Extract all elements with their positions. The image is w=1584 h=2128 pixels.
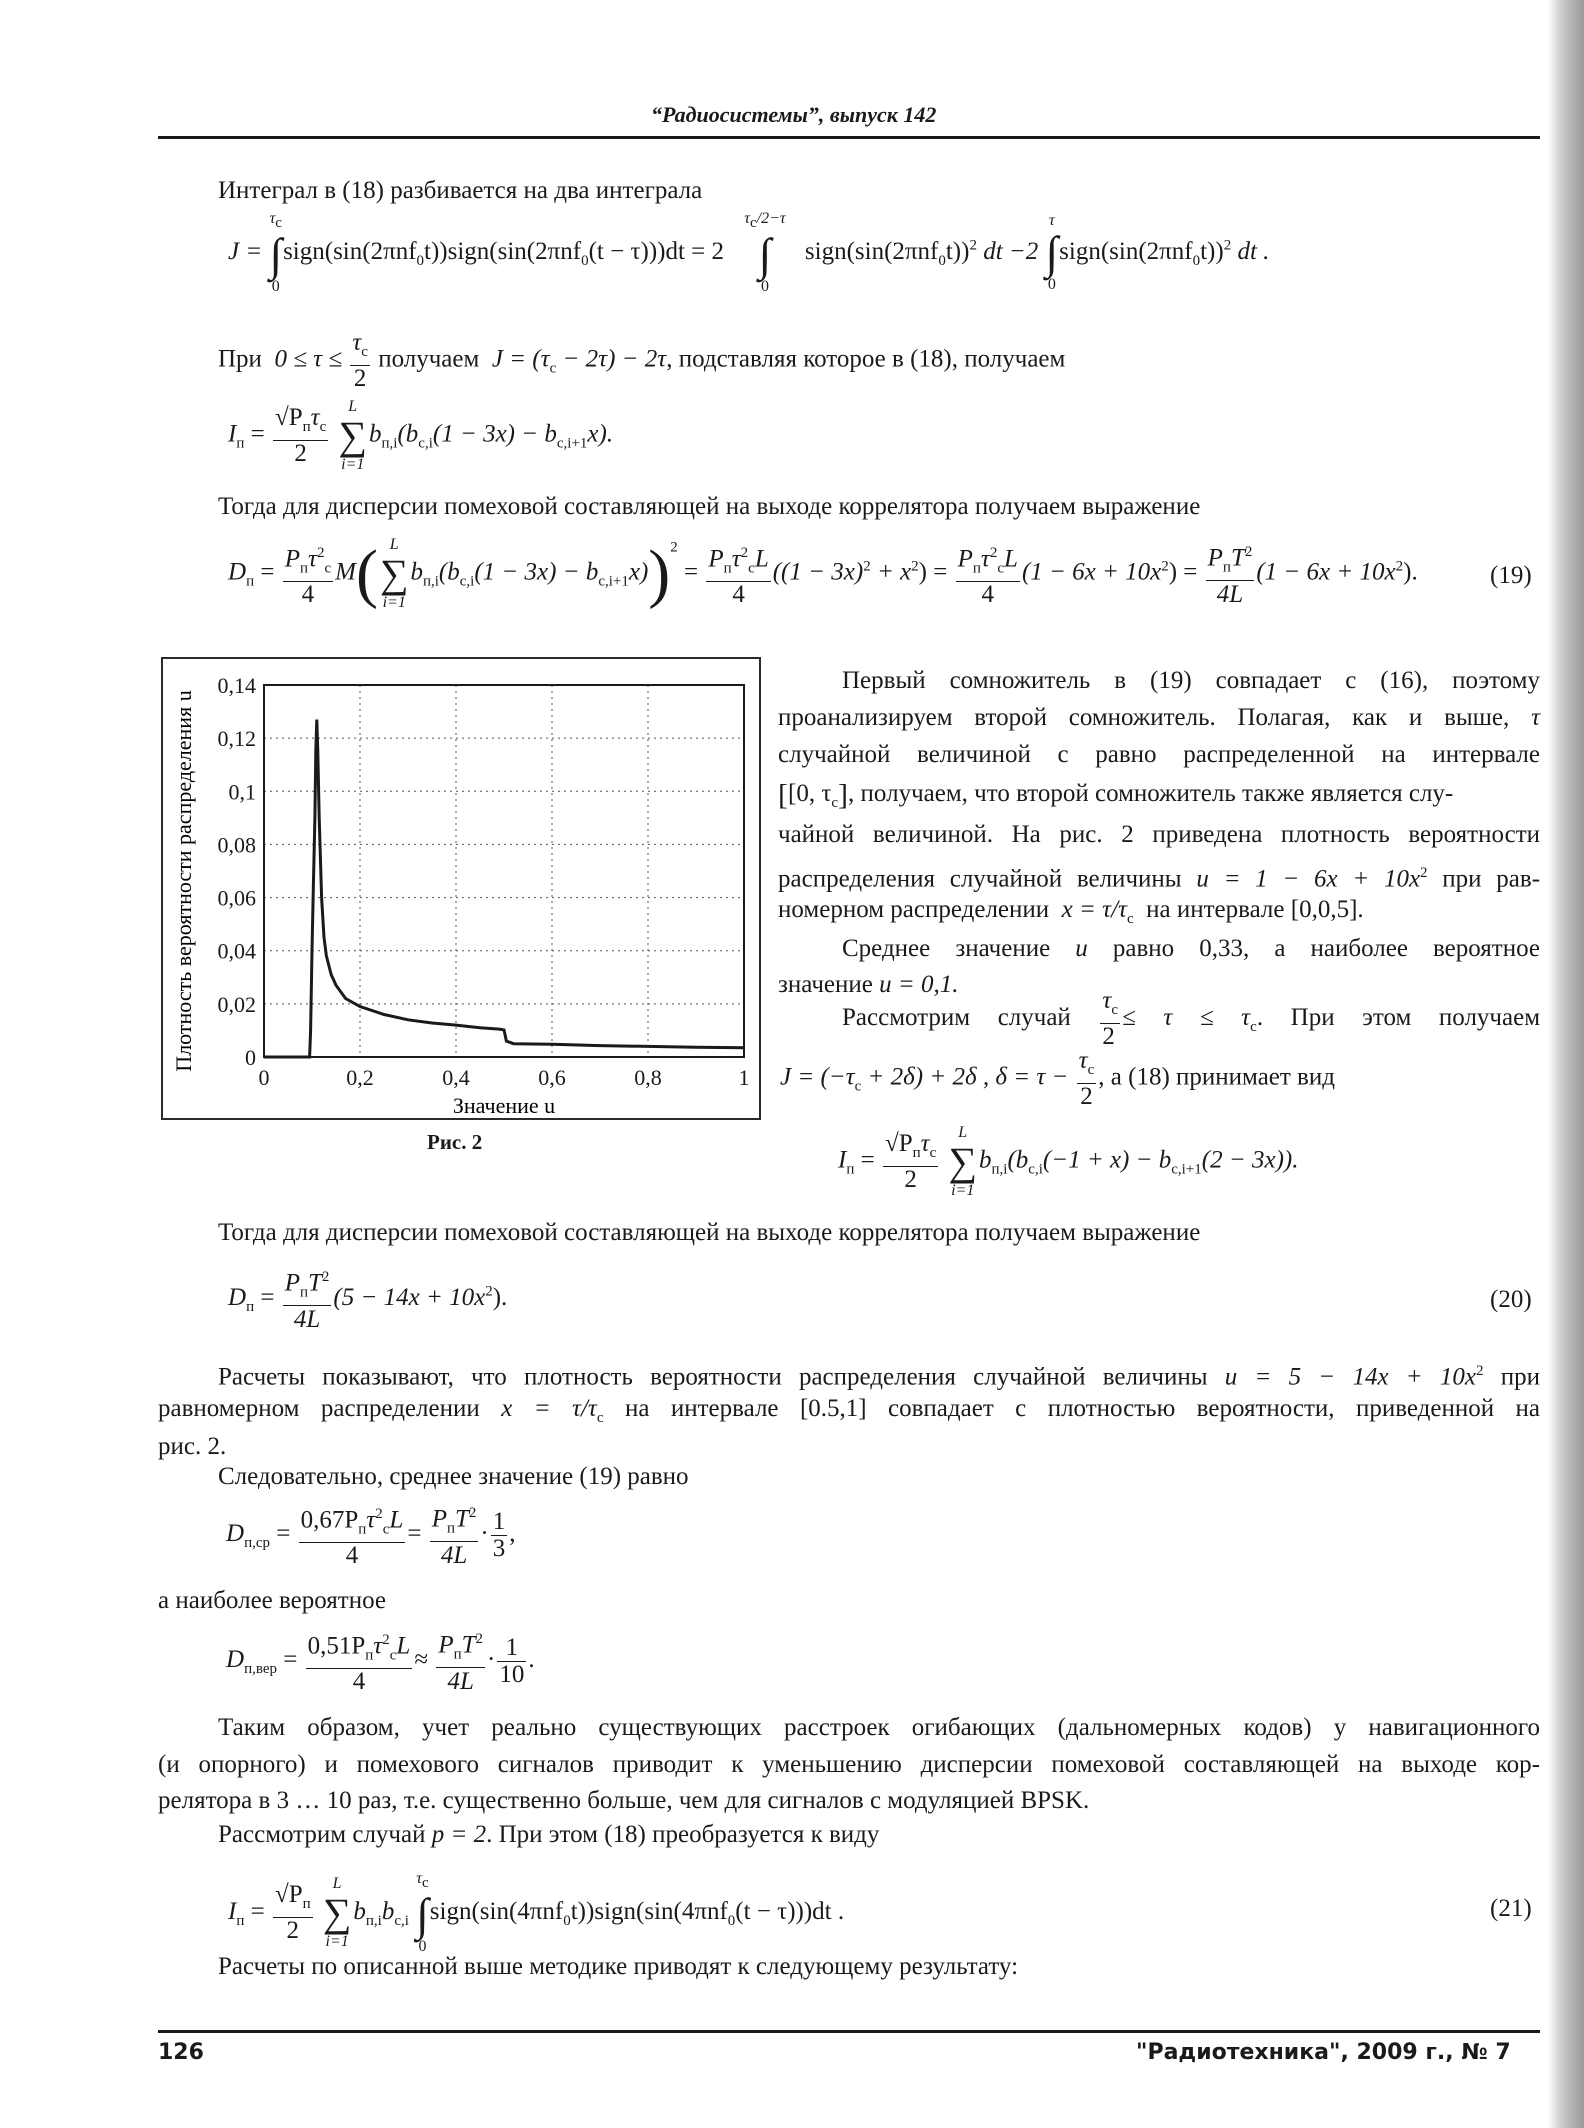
x-tick-label: 0,4: [442, 1065, 470, 1090]
integral: $\tau_c/2-\tau$ ∫ 0: [744, 210, 786, 296]
paragraph-line: Таким образом, учет реально существующих расстроек огибающих (дальномерных кодов) у навигационного: [218, 1714, 1540, 1741]
grid: [264, 685, 744, 1057]
y-tick-label: 0,04: [217, 938, 256, 964]
equation-19: $D_п$ = $\frac{P_п\tau^2_c}{4}$ M( L ∑ i=1 $b_{п,i}(b_{c,i}(1 - 3x) - b_{c,i+1}x))^2$ = $\frac{P_п\tau^2_cL}{4}$ $((1 - 3x)^2 + x^2)$ = $\frac{P_п\tau^2_cL}{4}$ $(1 - 6x + 10x^2)$ = $\frac{P_пT^2}{4L}(1 - 6x + 10x^2)$.: [228, 536, 1418, 611]
journal-footer: "Радиотехника", 2009 г., № 7: [1136, 2040, 1511, 2065]
paragraph-line: Рассмотрим случай $\frac{\tau_c}{2}$ ≤ $\tau \le \tau_c$. При этом получаем: [842, 987, 1541, 1051]
eq-lhs: J =: [228, 237, 263, 265]
x-tick-label: 1: [738, 1065, 750, 1090]
paragraph: Тогда для дисперсии помеховой составляющей на выходе коррелятора получаем выражение: [218, 493, 1201, 520]
chart: [161, 657, 761, 1120]
equation-mode: $D_{п,вер}$ = $\frac{0,51P_п\tau^2_cL}{4}$ ≈ $\frac{P_пT^2}{4L}\cdot$ $\frac{1}{10}$ .: [226, 1626, 535, 1696]
equation-number: (19): [1490, 562, 1532, 589]
paragraph-line: (и опорного) и помехового сигналов приводит к уменьшению дисперсии помеховой составляющей на выходе кор-: [158, 1751, 1540, 1778]
y-tick-label: 0,1: [228, 779, 256, 805]
paragraph-line: релятора в 3 … 10 раз, т.е. существенно больше, чем для сигналов с модуляцией BPSK.: [158, 1787, 1090, 1814]
equation-20: $D_п$ = $\frac{P_пT^2}{4L}(5 - 14x + 10x^2)$.: [228, 1264, 507, 1334]
paragraph: Рассмотрим случай p = 2. При этом (18) преобразуется к виду: [218, 1821, 880, 1848]
paragraph: Интеграл в (18) разбивается на два интеграла: [218, 177, 703, 204]
y-tick-label: 0,08: [217, 832, 256, 858]
paragraph: Тогда для дисперсии помеховой составляющей на выходе коррелятора получаем выражение: [218, 1219, 1201, 1246]
paragraph-line: распределения случайной величины $u = 1 - 6x + 10x^2$ при рав-: [778, 865, 1541, 893]
x-tick-label: 0,6: [538, 1065, 566, 1090]
page-edge-shadow: [1548, 0, 1584, 2128]
paragraph-line: $J = (-\tau_c + 2\delta) + 2\delta$ , δ = τ − $\frac{\tau_c}{2}$ , а (18) принимает вид: [780, 1047, 1335, 1110]
paragraph-line: Среднее значение u равно 0,33, а наиболее вероятное: [842, 935, 1541, 962]
density-curve: [264, 720, 744, 1058]
y-tick-label: 0,12: [217, 726, 256, 752]
paragraph-line: Расчеты показывают, что плотность вероятности распределения случайной величины $u = 5 - 14x + 10x^2$ при: [218, 1363, 1541, 1391]
paragraph-line: Первый сомножитель в (19) совпадает с (16), поэтому: [842, 667, 1540, 694]
equation-J: J = $\tau_c$ ∫ 0 sign(sin(2πnf$_0$t))sign(sin(2πnf$_0$(t − τ)))dt = 2 $\tau_c/2-\tau$ ∫ 0 $sign(\sin(2\pi nf_0t))^2$ dt −2 τ ∫ 0 $sign(\sin(2\pi nf_0t))^2$ dt .: [228, 210, 1270, 296]
y-tick-label: 0: [245, 1045, 256, 1070]
header-rule: [158, 136, 1540, 139]
paragraph-condition: При 0 ≤ τ ≤ $\frac{\tau_c}{2}$ получаем $J = (\tau_c - 2\tau) - 2\tau$, подставляя которое в (18), получаем: [218, 329, 1066, 392]
x-tick-label: 0,2: [346, 1065, 374, 1090]
paragraph-line: [[0, $\tau_c$], получаем, что второй сомножитель также является слу-: [778, 778, 1454, 812]
paragraph-line: случайной величиной с равно распределенной на интервале: [778, 741, 1540, 768]
plot-area: [264, 685, 744, 1057]
paragraph-line: проанализируем второй сомножитель. Полагая, как и выше, τ: [778, 704, 1541, 731]
paragraph: Следовательно, среднее значение (19) равно: [218, 1463, 689, 1490]
equation-21: $I_п$ = $\frac{√P_п}{2}$ L ∑ i=1 $b_{п,i}b_{c,i}$ $\tau_c$ ∫ 0 sign(sin(4πnf$_0$t))sign(sin(4πnf$_0$(t − τ)))dt .: [228, 1870, 845, 1956]
paragraph: а наиболее вероятное: [158, 1587, 386, 1614]
page-number: 126: [158, 2040, 204, 2065]
x-tick-label: 0: [258, 1065, 270, 1090]
running-header: “Радиосистемы”, выпуск 142: [651, 102, 937, 127]
equation-I1: $I_п$ = $\frac{√P_п\tau_c}{2}$ L ∑ i=1 $b_{п,i}(b_{c,i}(1 - 3x) - b_{c,i+1}x)$.: [228, 398, 614, 473]
footer-rule: [158, 2030, 1540, 2033]
y-axis-label: Плотность вероятности распределения u: [171, 690, 196, 1072]
equation-I2: $I_п$ = $\frac{√P_п\tau_c}{2}$ L ∑ i=1 $b_{п,i}(b_{c,i}(-1 + x) - b_{c,i+1}(2 - 3x))$.: [838, 1124, 1299, 1199]
paragraph: Расчеты по описанной выше методике приводят к следующему результату:: [218, 1953, 1019, 1980]
paragraph-line: равномерном распределении $x = \tau/\tau_c$ на интервале [0.5,1] совпадает с плотностью вероятности, приведенной на: [158, 1395, 1541, 1426]
integral: $\tau_c$ ∫ 0: [269, 210, 283, 296]
y-tick-label: 0,06: [217, 885, 256, 911]
paragraph-line: значение u = 0,1.: [778, 971, 959, 998]
x-axis-label: Значение u: [452, 1093, 556, 1118]
x-tick-label: 0,8: [634, 1065, 662, 1090]
equation-mean: $D_{п,ср}$ = $\frac{0,67P_п\tau^2_cL}{4}$ = $\frac{P_пT^2}{4L}\cdot$ $\frac{1}{3}$ ,: [226, 1500, 515, 1570]
paragraph-line: рис. 2.: [158, 1433, 227, 1460]
y-tick-label: 0,14: [217, 673, 256, 698]
y-tick-label: 0,02: [217, 991, 256, 1017]
equation-number: (20): [1490, 1286, 1532, 1313]
paragraph-line: чайной величиной. На рис. 2 приведена плотность вероятности: [778, 821, 1540, 848]
equation-number: (21): [1490, 1895, 1532, 1922]
paragraph-line: номерном распределении $x = \tau/\tau_c$ на интервале [0,0,5].: [778, 896, 1364, 927]
integral: τ ∫ 0: [1045, 212, 1059, 294]
figure-caption: Рис. 2: [427, 1130, 483, 1154]
